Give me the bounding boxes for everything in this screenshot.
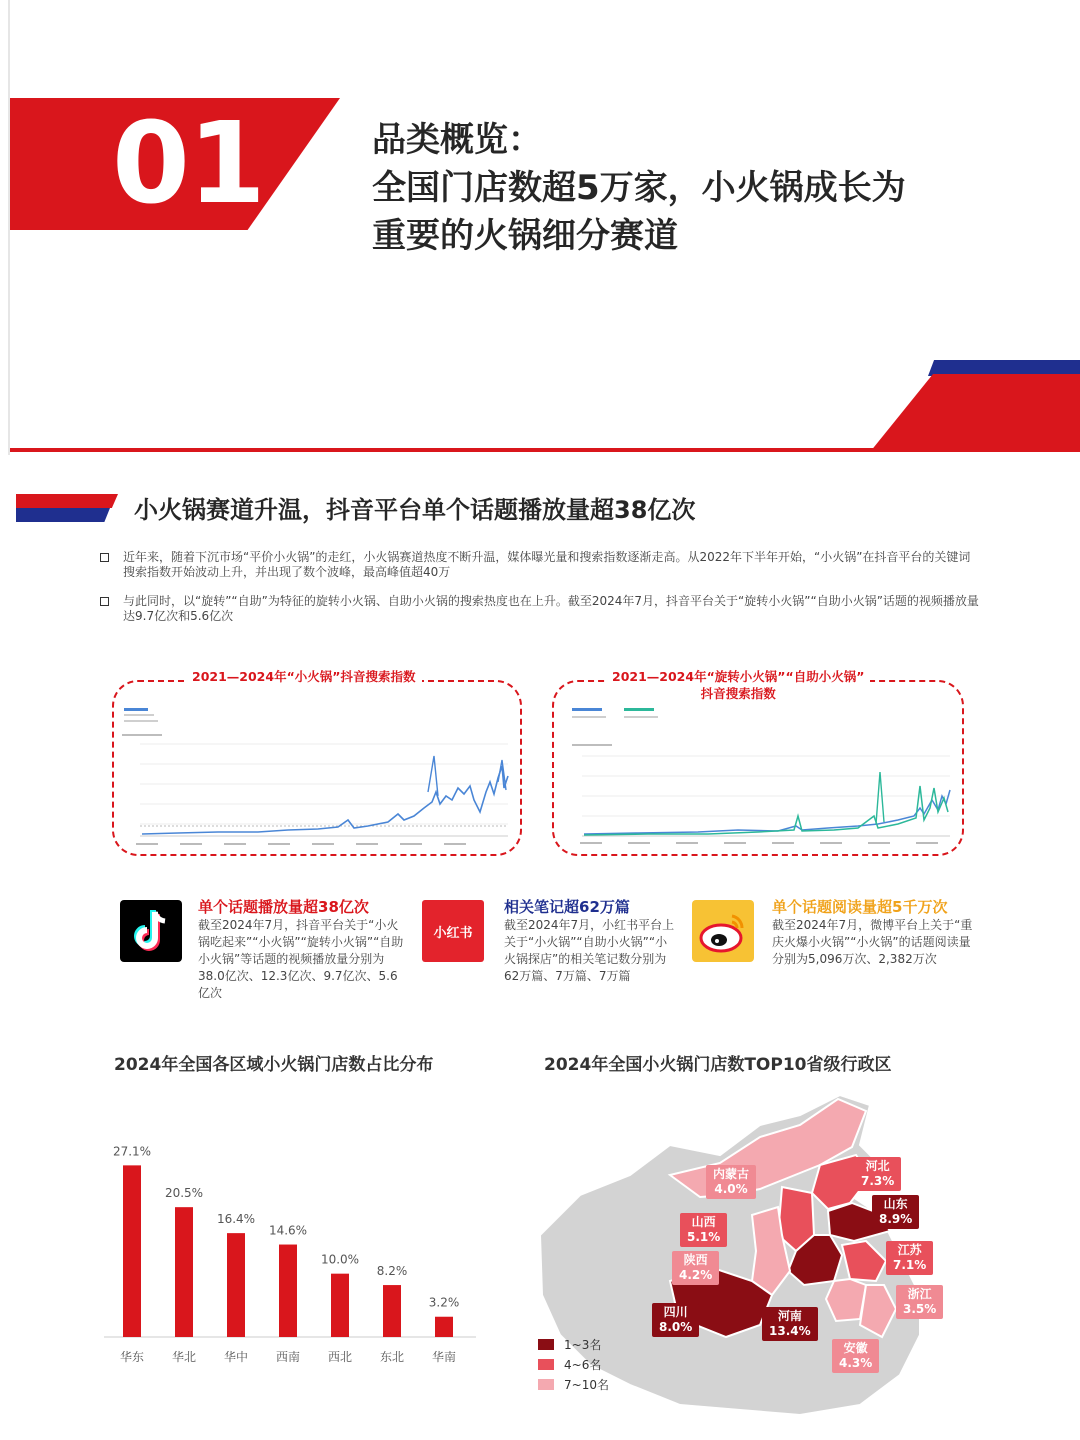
label-zhejiang-value: 3.5% (903, 1302, 937, 1316)
rotating-self-service-index-chart-thumbnail (558, 700, 956, 852)
label-neimenggu-value: 4.0% (714, 1182, 748, 1196)
bar-chart-title: 2024年全国各区域小火锅门店数占比分布 (114, 1055, 434, 1075)
trend-panel-right-title-text: 2021—2024年“旋转小火锅”“自助小火锅” 抖音搜索指数 (612, 669, 865, 701)
xiaohongshu-description: 截至2024年7月，小红书平台上关于“小火锅”“自助小火锅”“小火锅探店”的相关笔记数分别为62万篇、7万篇、7万篇 (504, 918, 675, 983)
bar (175, 1207, 193, 1337)
label-shaanxi-value: 4.2% (679, 1268, 713, 1282)
section-flag-blue (16, 508, 110, 522)
label-zhejiang (896, 1285, 943, 1319)
label-henan (762, 1307, 818, 1341)
label-shandong-name: 山东 (883, 1197, 908, 1211)
bar (227, 1233, 245, 1337)
bar-category-label: 西北 (327, 1350, 353, 1364)
weibo-logo-icon (692, 900, 754, 962)
label-shandong (872, 1195, 919, 1229)
decor-blue-stripe (928, 360, 1080, 376)
weibo-description: 截至2024年7月，微博平台上关于“重庆火爆小火锅”“小火锅”的话题阅读量分别为5,096万次、2,382万次 (772, 918, 973, 966)
label-hebei (854, 1157, 901, 1191)
douyin-description: 截至2024年7月，抖音平台关于“小火锅吃起来”“小火锅”“旋转小火锅”“自助小火锅”等话题的视频播放量分别为38.0亿次、12.3亿次、9.7亿次、5.6亿次 (198, 918, 404, 1000)
douyin-logo-icon (120, 900, 182, 962)
bar-value-label: 3.2% (428, 1295, 460, 1310)
label-jiangsu-value: 7.1% (893, 1258, 927, 1272)
chapter-title-line-1: 品类概览： (372, 120, 542, 160)
xiaohongshu-logo-icon (422, 900, 484, 962)
legend-label: 1~3名 (564, 1337, 602, 1352)
label-neimenggu-name: 内蒙古 (713, 1167, 750, 1181)
label-sichuan (652, 1303, 699, 1337)
weibo-headline: 单个话题阅读量超5千万次 (772, 898, 948, 916)
legend-item (538, 1354, 609, 1374)
legend-swatch-mid (538, 1359, 554, 1370)
bar-category-label: 西南 (275, 1350, 301, 1364)
bar-category-label: 东北 (379, 1350, 405, 1364)
bar-value-label: 27.1% (112, 1144, 152, 1159)
label-shanxi (680, 1213, 727, 1247)
bullet-text: 与此同时，以“旋转”“自助”为特征的旋转小火锅、自助小火锅的搜索热度也在上升。截至2024年7月，抖音平台关于“旋转小火锅”“自助小火锅”话题的视频播放量达9.7亿次和5.6亿次 (123, 594, 979, 623)
map-legend (538, 1334, 609, 1394)
label-anhui-value: 4.3% (839, 1356, 873, 1370)
bar-value-label: 8.2% (376, 1264, 408, 1279)
label-shanxi-name: 山西 (691, 1215, 716, 1229)
bar-category-label: 华中 (223, 1350, 249, 1364)
bar (435, 1317, 453, 1337)
search-index-chart-thumbnail (118, 696, 514, 852)
bar (331, 1274, 349, 1337)
legend-swatch-light (538, 1379, 554, 1390)
header-divider-line (10, 448, 1080, 452)
bar-value-label: 20.5% (164, 1186, 204, 1201)
left-border (8, 0, 10, 455)
bar-category-label: 华南 (431, 1350, 457, 1364)
section-flag-red (16, 494, 118, 508)
label-sichuan-name: 四川 (663, 1305, 688, 1319)
label-shaanxi (672, 1251, 719, 1285)
bar-value-label: 16.4% (216, 1212, 256, 1227)
douyin-headline: 单个话题播放量超38亿次 (198, 898, 369, 916)
chapter-number: 01 (112, 99, 264, 229)
bullet-square-icon (100, 597, 109, 606)
xiaohongshu-logo-text: 小红书 (433, 925, 473, 941)
bar-value-label: 14.6% (268, 1223, 308, 1238)
label-anhui-name: 安徽 (843, 1341, 868, 1355)
region-share-bar-chart (100, 1125, 480, 1375)
bar (383, 1285, 401, 1337)
bar-category-label: 华北 (171, 1350, 197, 1364)
bar (123, 1165, 141, 1337)
label-jiangsu (886, 1241, 933, 1275)
legend-label: 7~10名 (564, 1377, 609, 1392)
section-title: 小火锅赛道升温，抖音平台单个话题播放量超38亿次 (134, 496, 696, 524)
label-neimenggu (706, 1165, 756, 1199)
bar (279, 1245, 297, 1337)
label-shanxi-value: 5.1% (687, 1230, 721, 1244)
label-shandong-value: 8.9% (879, 1212, 913, 1226)
bar-category-label: 华东 (119, 1350, 145, 1364)
legend-item (538, 1374, 609, 1394)
bullet-text: 近年来，随着下沉市场“平价小火锅”的走红，小火锅赛道热度不断升温，媒体曝光量和搜索指数逐渐走高。从2022年下半年开始，“小火锅”在抖音平台的关键词搜索指数开始波动上升，并出现了数个波峰，最高峰值超40万 (123, 550, 971, 579)
label-sichuan-value: 8.0% (659, 1320, 693, 1334)
xiaohongshu-headline: 相关笔记超62万篇 (504, 898, 630, 916)
trend-panel-left-title: 2021—2024年“小火锅”抖音搜索指数 (186, 668, 422, 685)
label-zhejiang-name: 浙江 (907, 1287, 932, 1301)
bullet-item (100, 550, 980, 580)
chapter-title-line-3: 重要的火锅细分赛道 (372, 216, 678, 256)
label-anhui (832, 1339, 879, 1373)
label-jiangsu-name: 江苏 (897, 1243, 922, 1257)
label-hebei-value: 7.3% (861, 1174, 895, 1188)
trend-panel-right-title (606, 668, 870, 702)
label-hebei-name: 河北 (865, 1159, 890, 1173)
label-henan-value: 13.4% (769, 1324, 811, 1338)
map-chart-title: 2024年全国小火锅门店数TOP10省级行政区 (544, 1055, 892, 1075)
chapter-title-line-2: 全国门店数超5万家，小火锅成长为 (372, 168, 906, 208)
decor-red-block (870, 374, 1080, 452)
legend-swatch-dark (538, 1339, 554, 1350)
bullet-square-icon (100, 553, 109, 562)
label-shaanxi-name: 陕西 (683, 1253, 708, 1267)
bullet-item (100, 594, 980, 624)
label-henan-name: 河南 (777, 1309, 802, 1323)
bar-value-label: 10.0% (320, 1252, 360, 1267)
legend-label: 4~6名 (564, 1357, 602, 1372)
legend-item (538, 1334, 609, 1354)
chapter-title (372, 116, 1022, 260)
